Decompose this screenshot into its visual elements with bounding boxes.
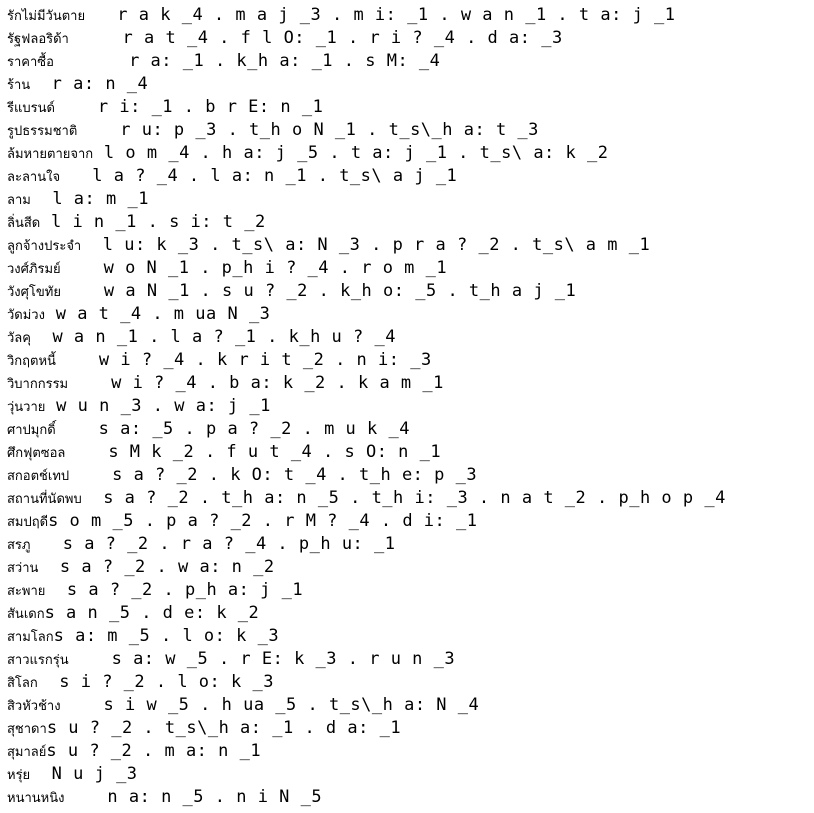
thai-word: สามโลก [7,630,54,645]
transcription: l a ? _4 . l a: n _1 . t_s\ a j _1 [92,166,458,186]
thai-word: ละลานใจ [7,170,61,185]
transcription: s a n _5 . d e: k _2 [44,603,260,623]
separator [56,419,99,439]
thai-word: สกอตช์เทป [7,469,70,484]
transcription: r i: _1 . b r E: n _1 [97,97,324,117]
separator [31,534,63,554]
transcription: w u n _3 . w a: j _1 [56,396,271,416]
thai-word: สันเดก [7,607,45,622]
thai-word: สว่าน [7,561,39,576]
entry-line [7,740,261,763]
transcription: n a: n _5 . n i N _5 [107,787,323,807]
separator [30,74,51,94]
thai-word: วิบากกรรม [7,377,69,392]
thai-word: ล้มหายตายจาก [7,147,94,162]
thai-word: หรุ่ย [7,768,31,783]
entry-line [7,257,447,280]
entry-line [7,4,676,27]
transcription: w a n _1 . l a ? _1 . k_h u ? _4 [52,327,396,347]
transcription: s a: m _5 . l o: k _3 [53,626,280,646]
transcription: r a t _4 . f l O: _1 . r i ? _4 . d a: _3 [122,28,563,48]
separator [82,488,103,508]
transcription: s M k _2 . f u t _4 . s O: n _1 [108,442,442,462]
thai-word: วังศุโขทัย [7,285,61,300]
thai-word: สรภู [7,538,31,553]
thai-word: วัลคุ [7,331,31,346]
transcription: w a N _1 . s u ? _2 . k_h o: _5 . t_h a j _1 [103,281,577,301]
entry-line [7,717,401,740]
transcription: w i ? _4 . b a: k _2 . k a m _1 [111,373,444,393]
separator [64,787,107,807]
thai-word: วิกฤตหนี้ [7,354,56,369]
transcription: w o N _1 . p_h i ? _4 . r o m _1 [103,258,448,278]
transcription: l i n _1 . s i: t _2 [50,212,266,232]
thai-word: ลิ่นสีด [7,216,41,231]
separator [77,120,120,140]
transcription: w i ? _4 . k r i t _2 . n i: _3 [98,350,432,370]
separator [61,258,104,278]
thai-word: สะพาย [7,584,46,599]
entry-line [7,280,576,303]
transcription: s a ? _2 . t_h a: n _5 . t_h i: _3 . n a t _2 . p_h o p _4 [103,488,726,508]
transcription: s a ? _2 . k O: t _4 . t_h e: p _3 [112,465,478,485]
separator [45,304,56,324]
separator [93,143,104,163]
entry-line [7,303,270,326]
transcription: s o m _5 . p a ? _2 . r M ? _4 . d i: _1 [48,511,478,531]
separator [65,442,108,462]
transcription: w a t _4 . m ua N _3 [55,304,271,324]
transcription: l o m _4 . h a: j _5 . t a: j _1 . t_s\ a: k _2 [103,143,609,163]
thai-word: ลูกจ้างประจำ [7,239,82,254]
entry-line [7,395,271,418]
entry-line [7,763,138,786]
separator [61,281,104,301]
thai-word: ศึกฟุตซอล [7,446,66,461]
entry-line [7,349,432,372]
entry-line [7,165,457,188]
thai-word: รูปธรรมชาติ [7,124,78,139]
separator [68,373,111,393]
separator [56,350,99,370]
thai-word: วัดม่วง [7,308,45,323]
thai-word: ร้าน [7,78,31,93]
entry-line [7,142,608,165]
thai-word: วุ่นวาย [7,400,46,415]
transcription: l a: m _1 [52,189,149,209]
thai-word: วงศ์ภิรมย์ [7,262,61,277]
separator [81,235,102,255]
thai-word: ศาปมุกดิ์ [7,423,56,438]
transcription: s u ? _2 . m a: n _1 [46,741,262,761]
separator [30,764,51,784]
separator [69,465,112,485]
entry-line [7,50,440,73]
entry-line [7,694,479,717]
transcription: r a: n _4 [51,74,149,94]
transcription: s a ? _2 . r a ? _4 . p_h u: _1 [62,534,396,554]
thai-word: ราคาซื้อ [7,55,54,70]
entry-line [7,372,444,395]
entry-line [7,487,726,510]
entry-line [7,533,396,556]
separator [55,97,98,117]
thai-word: รีแบรนด์ [7,101,55,116]
thai-word: สถานที่นัดพบ [7,492,82,507]
transcription: r a k _4 . m a j _3 . m i: _1 . w a n _1 . t a: j _1 [117,5,676,25]
entry-line [7,188,149,211]
entry-line [7,73,148,96]
transcription: s a ? _2 . p_h a: j _1 [66,580,304,600]
transcription: s u ? _2 . t_s\_h a: _1 . d a: _1 [46,718,402,738]
entry-line [7,211,266,234]
thai-word: สาวแรกรุ่น [7,653,69,668]
separator [69,28,123,48]
transcription: s a: w _5 . r E: k _3 . r u n _3 [111,649,456,669]
entry-line [7,326,396,349]
entry-line [7,119,539,142]
entry-line [7,510,477,533]
separator [85,5,117,25]
entry-line [7,648,455,671]
entry-line [7,786,322,809]
separator [45,396,56,416]
transcription: s i w _5 . h ua _5 . t_s\_h a: N _4 [103,695,480,715]
entry-line [7,464,477,487]
separator [60,166,92,186]
transcription: s a: _5 . p a ? _2 . m u k _4 [98,419,410,439]
entry-line [7,27,563,50]
transcription: r u: p _3 . t_h o N _1 . t_s\_h a: t _3 [120,120,539,140]
thai-word: หนานหนิง [7,791,65,806]
separator [38,557,59,577]
transcription: s a ? _2 . w a: n _2 [59,557,275,577]
entry-line [7,96,323,119]
entry-line [7,556,275,579]
thai-word: รักไม่มีวันตาย [7,9,86,24]
separator [61,695,104,715]
thai-word: ลาม [7,193,31,208]
entry-line [7,441,441,464]
transcription: s i ? _2 . l o: k _3 [59,672,274,692]
transcription: N u j _3 [51,764,138,784]
separator [69,649,112,669]
separator [45,580,66,600]
separator [31,189,52,209]
entry-line [7,671,274,694]
transcription: r a: _1 . k_h a: _1 . s M: _4 [129,51,441,71]
thai-word: รัฐฟลอริด้า [7,32,69,47]
thai-word: สมปฤดี [7,515,49,530]
entry-line [7,579,303,602]
transcription: l u: k _3 . t_s\ a: N _3 . p r a ? _2 . t_s\ a m _1 [102,235,651,255]
entry-line [7,234,650,257]
separator [54,51,129,71]
thai-word: สุมาลย์ [7,745,47,760]
separator [38,672,59,692]
entry-line [7,602,259,625]
separator [31,327,52,347]
entry-line [7,418,410,441]
separator [40,212,51,232]
entry-line [7,625,279,648]
thai-word: สิวหัวช้าง [7,699,61,714]
thai-word: สิโลก [7,676,38,691]
thai-word: สุชาดา [7,722,47,737]
